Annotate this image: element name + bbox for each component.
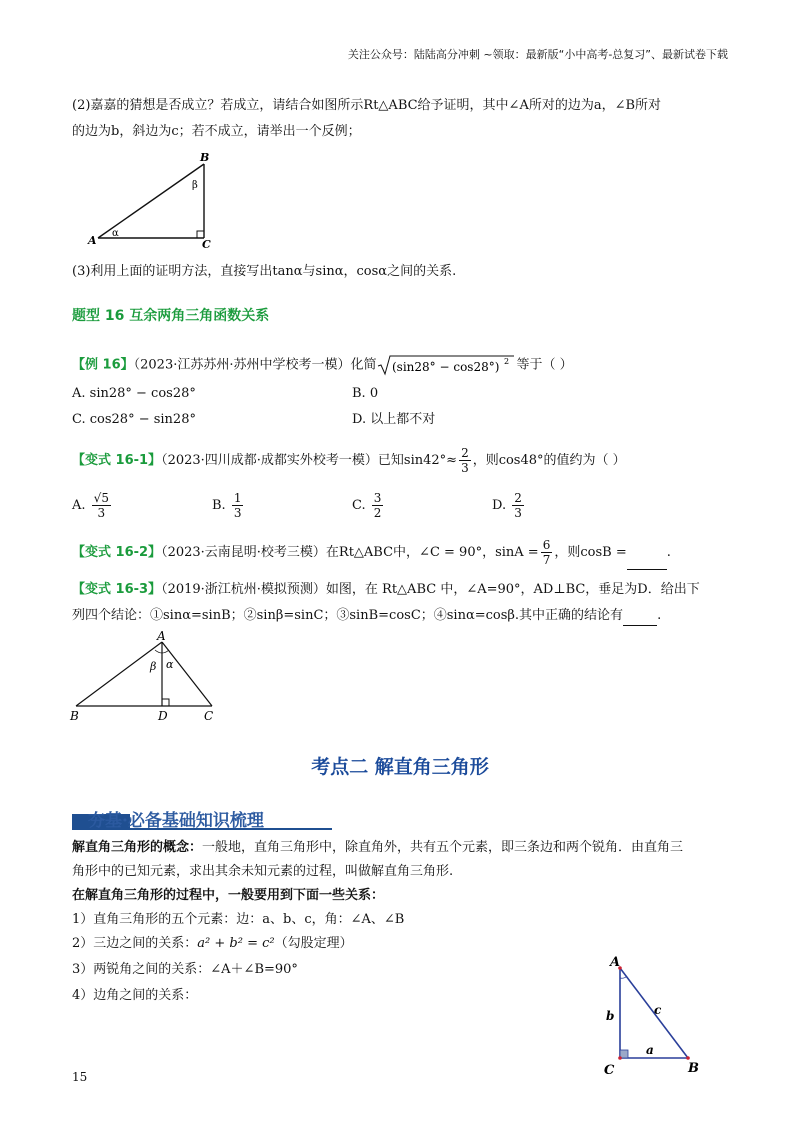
variant-16-2 [72,536,671,570]
fig2-label-beta: β [150,660,157,673]
variant-16-2-fraction: $\frac{6}{7}$ [542,538,551,567]
page-number: 15 [72,1070,88,1084]
variant-16-1-option-b[interactable]: B. $\frac{1}{3}$ [212,491,242,520]
variant-16-3-line-1 [72,580,700,600]
fig2-label-c: C [204,709,214,723]
variant-16-1-tail: ，则cos48°的值约为（ ） [472,453,626,468]
question-2-line-1: (2)嘉嘉的猜想是否成立？若成立，请结合如图所示Rt△ABC给予证明，其中∠A所对的边为a，∠B所对 [72,98,662,113]
relation-4: 4）边角之间的关系： [72,988,198,1003]
page-header: 关注公众号：陆陆高分冲刺 ~领取：最新版“小中高考-总复习”、最新试卷下载 [347,48,728,61]
concept-line-2: 角形中的已知元素，求出其余未知元素的过程，叫做解直角三角形. [72,864,454,879]
fig1-label-alpha: α [112,228,119,239]
knowledge-banner [72,806,332,830]
variant-16-1-fraction: $\frac{2}{3}$ [461,446,469,475]
relation-2: 2）三边之间的关系：a² + b² = c²（勾股定理） [72,936,353,951]
variant-16-3-line-2: 列四个结论：①sinα=sinB；②sinβ=sinC；③sinB=cosC；④sinα=cosβ.其中正确的结论有 . [72,606,661,626]
fig1-label-c: C [202,238,211,250]
fig1-label-b: B [200,151,210,164]
question-3: (3)利用上面的证明方法，直接写出tanα与sinα，cosα之间的关系. [72,264,457,279]
fig1-label-a: A [88,234,97,247]
fig1-label-beta: β [192,180,198,191]
figure-altitude-triangle [66,630,226,726]
fig2-label-d: D [158,709,168,723]
fig3-side-c: c [654,1003,662,1017]
example-16-option-d[interactable]: D. 以上都不对 [352,412,436,427]
fig3-side-b: b [606,1009,615,1023]
variant-16-1 [72,443,626,479]
relation-3: 3）两锐角之间的关系：∠A＋∠B=90° [72,962,298,977]
example-16-option-a[interactable]: A. sin28° − cos28° [72,386,196,401]
example-16-radicand: (sin28° − cos28°) [392,360,500,374]
example-16-tail: 等于（ ） [516,357,573,373]
pythagoras-formula: a² + b² = c² [197,936,275,951]
example-16 [72,354,573,376]
variant-16-2-answer-blank[interactable] [627,555,667,570]
figure-right-triangle-abc [86,150,216,250]
relations-heading: 在解直角三角形的过程中，一般要用到下面一些关系： [72,888,385,903]
variant-16-2-tag: 【变式 16-2】 [72,545,162,560]
example-16-option-b[interactable]: B. 0 [352,386,379,401]
variant-16-3-text: （2019·浙江杭州·模拟预测）如图，在 Rt△ABC 中，∠A=90°，AD⊥BC，垂足为D．给出下 [161,582,700,597]
relation-1: 1）直角三角形的五个元素：边：a、b、c，角：∠A、∠B [72,912,405,927]
fig3-label-a: A [610,955,621,970]
fig2-label-alpha: α [166,658,174,671]
variant-16-3-answer-blank[interactable] [623,611,657,626]
example-16-tag: 【例 16】 [72,357,134,373]
example-16-option-c[interactable]: C. cos28° − sin28° [72,412,196,427]
question-2-line-2: 的边为b，斜边为c；若不成立，请举出一个反例； [72,124,361,139]
fig3-label-b: B [688,1061,699,1076]
variant-16-2-text: （2023·云南昆明·校考三模）在Rt△ABC中，∠C = 90°，sinA = [161,545,539,560]
concept-line-1: 解直角三角形的概念：一般地，直角三角形中，除直角外，共有五个元素，即三条边和两个锐角．由直角三 [72,840,684,855]
fig2-label-a: A [157,630,166,643]
type-16-title: 题型 16 互余两角三角函数关系 [72,308,270,324]
example-16-sqrt [376,354,516,376]
fig2-label-b: B [70,709,79,723]
variant-16-1-option-a[interactable]: A. $\frac{√5}{3}$ [72,491,109,520]
variant-16-1-tag: 【变式 16-1】 [72,453,162,468]
figure-labelled-right-triangle [596,952,710,1078]
variant-16-2-end: . [666,545,671,560]
banner-text: 夯基·必备基础知识梳理 [88,811,264,831]
concept-term: 解直角三角形的概念： [72,840,203,855]
variant-16-2-tail: ，则cosB = [554,545,627,560]
variant-16-1-option-c[interactable]: C. $\frac{3}{2}$ [352,491,382,520]
example-16-text: （2023·江苏苏州·苏州中学校考一模）化简 [133,357,377,373]
fig3-label-c: C [604,1063,615,1078]
fig3-side-a: a [646,1043,654,1057]
variant-16-1-option-d[interactable]: D. $\frac{2}{3}$ [492,491,522,520]
variant-16-3-tag: 【变式 16-3】 [72,582,162,597]
section-title: 考点二 解直角三角形 [311,756,489,778]
variant-16-1-text: （2023·四川成都·成都实外校考一模）已知sin42°≈ [161,453,458,468]
example-16-exponent: 2 [504,357,510,366]
